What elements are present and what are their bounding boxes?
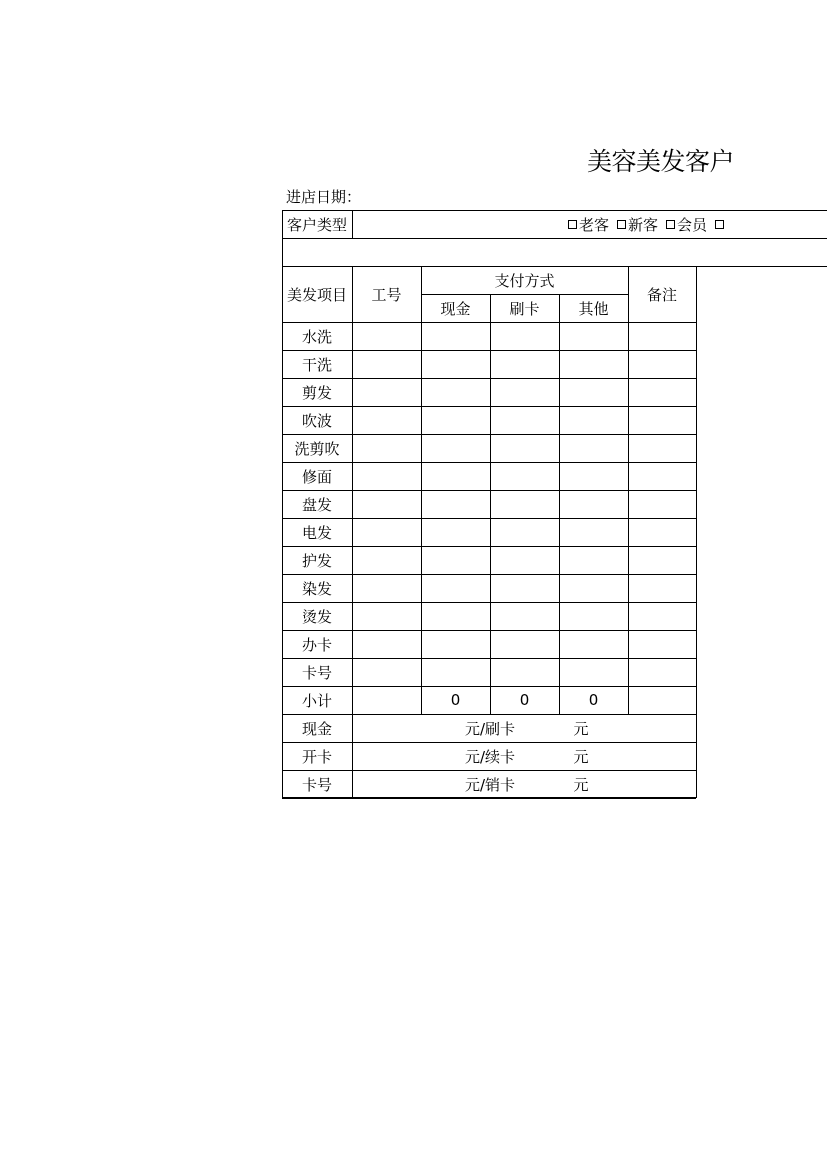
grid-hline (282, 658, 696, 659)
remark-cell[interactable] (628, 658, 696, 686)
grid-hline (282, 238, 827, 239)
staff-id-cell[interactable] (352, 490, 421, 518)
remark-cell[interactable] (628, 518, 696, 546)
grid-hline (282, 406, 696, 407)
option-old-customer: 老客 (579, 215, 610, 234)
grid-hline (282, 350, 696, 351)
other-cell[interactable] (559, 574, 628, 602)
grid-hline (282, 770, 696, 771)
cash-cell[interactable] (421, 574, 490, 602)
cash-cell[interactable] (421, 602, 490, 630)
subtotal-card: 0 (519, 691, 530, 709)
card-cell[interactable] (490, 658, 559, 686)
grid-hline (282, 714, 696, 715)
card-cell[interactable] (490, 406, 559, 434)
card-cell[interactable] (490, 546, 559, 574)
other-cell[interactable] (559, 378, 628, 406)
service-item-label: 烫发 (301, 607, 332, 626)
card-cell[interactable] (490, 574, 559, 602)
checkbox-other-type[interactable] (715, 220, 724, 229)
grid-vline (352, 742, 353, 798)
cash-cell[interactable] (421, 406, 490, 434)
service-item-label: 水洗 (301, 327, 332, 346)
summary-label-open-card: 开卡 (301, 747, 332, 766)
service-item-label: 护发 (301, 551, 332, 570)
grid-hline (282, 574, 696, 575)
card-cell[interactable] (490, 434, 559, 462)
other-cell[interactable] (559, 518, 628, 546)
grid-vline (559, 294, 560, 714)
grid-hline (282, 797, 697, 798)
option-new-customer: 新客 (628, 215, 659, 234)
other-cell[interactable] (559, 462, 628, 490)
other-cell[interactable] (559, 490, 628, 518)
grid-hline (282, 210, 827, 211)
remark-cell[interactable] (628, 602, 696, 630)
grid-hline (282, 798, 696, 799)
grid-vline (421, 294, 422, 714)
cash-cell[interactable] (421, 546, 490, 574)
remark-cell[interactable] (628, 490, 696, 518)
service-item-label: 吹波 (301, 411, 332, 430)
remark-cell[interactable] (628, 378, 696, 406)
visit-date-label: 进店日期： (286, 188, 362, 206)
grid-hline (282, 266, 827, 267)
cash-cell[interactable] (421, 462, 490, 490)
staff-id-cell[interactable] (352, 378, 421, 406)
subtotal-cash: 0 (450, 691, 461, 709)
grid-hline (421, 294, 628, 295)
other-cell[interactable] (559, 546, 628, 574)
service-item-label: 电发 (301, 523, 332, 542)
other-cell[interactable] (559, 630, 628, 658)
remark-cell[interactable] (628, 630, 696, 658)
grid-hline (282, 630, 696, 631)
staff-id-cell[interactable] (352, 350, 421, 378)
cash-cell[interactable] (421, 490, 490, 518)
other-cell[interactable] (559, 406, 628, 434)
service-item-label: 染发 (301, 579, 332, 598)
grid-hline (282, 742, 696, 743)
summary-mid-renew: 元/续卡 (464, 747, 516, 766)
grid-vline (352, 210, 353, 238)
remark-cell[interactable] (628, 574, 696, 602)
page-title: 美容美发客户 (587, 147, 735, 176)
grid-hline (282, 518, 696, 519)
other-cell[interactable] (559, 434, 628, 462)
staff-id-cell[interactable] (352, 518, 421, 546)
card-cell[interactable] (490, 602, 559, 630)
grid-hline (282, 434, 696, 435)
service-item-label: 办卡 (301, 635, 332, 654)
header-staff-id: 工号 (371, 285, 402, 304)
service-item-label: 盘发 (301, 495, 332, 514)
staff-id-cell[interactable] (352, 602, 421, 630)
option-member: 会员 (677, 215, 708, 234)
grid-hline (282, 322, 696, 323)
subtotal-other: 0 (588, 691, 599, 709)
cash-cell[interactable] (421, 350, 490, 378)
remark-cell[interactable] (628, 406, 696, 434)
other-cell[interactable] (559, 322, 628, 350)
grid-vline (352, 714, 353, 742)
summary-label-card-no: 卡号 (301, 775, 332, 794)
staff-id-cell[interactable] (352, 406, 421, 434)
header-remark: 备注 (646, 285, 677, 304)
header-card: 刷卡 (509, 299, 540, 318)
checkbox-old-customer[interactable] (568, 220, 577, 229)
card-cell[interactable] (490, 378, 559, 406)
header-service-item: 美发项目 (286, 285, 347, 304)
remark-cell[interactable] (628, 462, 696, 490)
service-item-label: 剪发 (301, 383, 332, 402)
header-other: 其他 (578, 299, 609, 318)
grid-hline (282, 546, 696, 547)
other-cell[interactable] (559, 658, 628, 686)
grid-hline (282, 490, 696, 491)
summary-mid-cancel: 元/销卡 (464, 775, 516, 794)
staff-id-cell[interactable] (352, 546, 421, 574)
grid-vline (628, 266, 629, 714)
staff-id-cell[interactable] (352, 630, 421, 658)
grid-hline (282, 602, 696, 603)
service-record-table (282, 210, 827, 800)
service-item-label: 修面 (301, 467, 332, 486)
card-cell[interactable] (490, 490, 559, 518)
summary-label-cash: 现金 (301, 719, 332, 738)
card-cell[interactable] (490, 630, 559, 658)
checkbox-member[interactable] (666, 220, 675, 229)
staff-id-cell[interactable] (352, 322, 421, 350)
staff-id-cell[interactable] (352, 574, 421, 602)
remark-cell[interactable] (628, 434, 696, 462)
card-cell[interactable] (490, 518, 559, 546)
service-item-label: 干洗 (301, 355, 332, 374)
staff-id-cell[interactable] (352, 658, 421, 686)
grid-vline (490, 294, 491, 714)
other-cell[interactable] (559, 350, 628, 378)
cash-cell[interactable] (421, 658, 490, 686)
grid-vline (282, 210, 283, 797)
grid-vline (421, 266, 422, 294)
card-cell[interactable] (490, 462, 559, 490)
checkbox-new-customer[interactable] (617, 220, 626, 229)
header-payment-method: 支付方式 (494, 271, 555, 290)
cash-cell[interactable] (421, 518, 490, 546)
cash-cell[interactable] (421, 434, 490, 462)
card-cell[interactable] (490, 350, 559, 378)
grid-hline (282, 378, 696, 379)
cash-cell[interactable] (421, 630, 490, 658)
remark-cell[interactable] (628, 546, 696, 574)
summary-unit-3: 元 (573, 775, 589, 794)
summary-unit-1: 元 (573, 719, 589, 738)
staff-id-cell[interactable] (352, 434, 421, 462)
grid-vline (696, 266, 697, 798)
cash-cell[interactable] (421, 322, 490, 350)
summary-unit-2: 元 (573, 747, 589, 766)
service-item-label: 卡号 (301, 663, 332, 682)
card-cell[interactable] (490, 322, 559, 350)
other-cell[interactable] (559, 602, 628, 630)
grid-hline (282, 462, 696, 463)
header-cash: 现金 (440, 299, 471, 318)
customer-type-options (564, 210, 730, 238)
cash-cell[interactable] (421, 378, 490, 406)
remark-cell[interactable] (628, 322, 696, 350)
subtotal-label: 小计 (301, 691, 332, 710)
summary-mid-card: 元/刷卡 (464, 719, 516, 738)
grid-hline (282, 686, 696, 687)
grid-vline (352, 266, 353, 742)
remark-cell[interactable] (628, 350, 696, 378)
customer-type-label: 客户类型 (286, 215, 347, 234)
service-item-label: 洗剪吹 (294, 439, 340, 458)
staff-id-cell[interactable] (352, 462, 421, 490)
